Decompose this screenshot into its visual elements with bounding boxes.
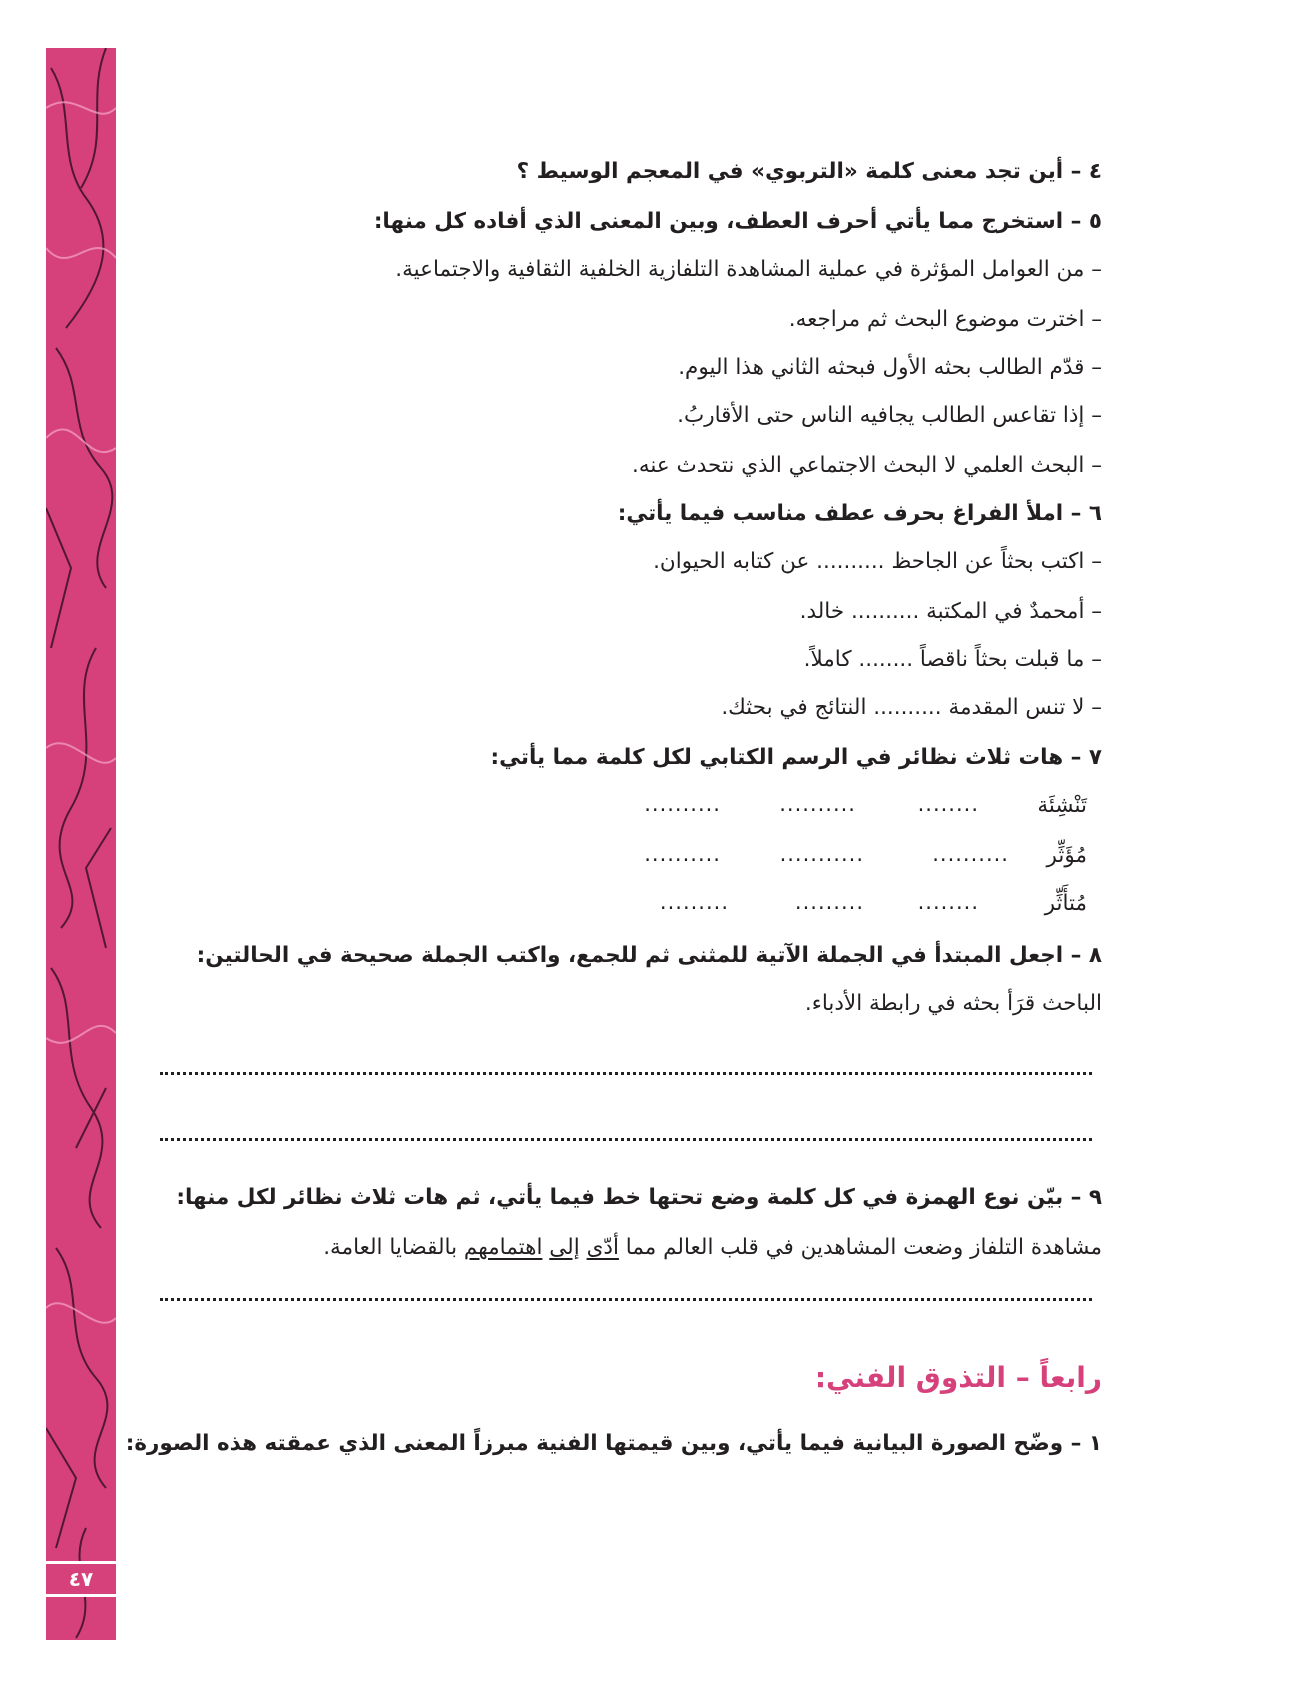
answer-line[interactable] — [160, 1072, 1092, 1075]
underlined-word: أدّى — [586, 1235, 619, 1260]
question-6-title: ٦ – املأ الفراغ بحرف عطف مناسب فيما يأتي: — [617, 501, 1102, 526]
q7-blank: .......... — [779, 792, 856, 816]
q8-sentence: الباحث قرَأ بحثه في رابطة الأدباء. — [804, 991, 1102, 1016]
question-5-title: ٥ – استخرج مما يأتي أحرف العطف، وبين المعنى الذي أفاده كل منها: — [373, 209, 1102, 234]
question-4: ٤ – أين تجد معنى كلمة «التربوي» في المعجم الوسيط ؟ — [516, 159, 1102, 184]
answer-line[interactable] — [160, 1138, 1092, 1141]
q7-blank: ........ — [917, 890, 979, 914]
q6-item: – أمحمدٌ في المكتبة .......... خالد. — [799, 599, 1102, 624]
question-8-title: ٨ – اجعل المبتدأ في الجملة الآتية للمثنى ثم للجمع، واكتب الجملة صحيحة في الحالتين: — [196, 943, 1102, 968]
q7-blank: .......... — [644, 842, 721, 866]
section-title: رابعاً – التذوق الفني: — [814, 1361, 1102, 1394]
q9-sentence — [323, 1232, 1102, 1264]
q5-item: – البحث العلمي لا البحث الاجتماعي الذي نتحدث عنه. — [632, 453, 1102, 478]
q5-item: – قدّم الطالب بحثه الأول فبحثه الثاني هذا اليوم. — [678, 355, 1102, 380]
q9-sentence-end: بالقضايا العامة. — [323, 1235, 458, 1260]
decorative-side-strip — [46, 48, 116, 1640]
q7-word: مُؤَثِّر — [1046, 843, 1087, 868]
strip-pattern — [46, 48, 116, 1640]
q7-blank: ........ — [917, 792, 979, 816]
q7-blank: .......... — [932, 842, 1009, 866]
q7-word: تَنْشِئَة — [1037, 793, 1087, 818]
q7-word: مُتأَثِّر — [1044, 891, 1087, 916]
q7-blank: .......... — [644, 792, 721, 816]
q6-item: – اكتب بحثاً عن الجاحظ .......... عن كتابه الحيوان. — [653, 549, 1102, 574]
q7-blank: ......... — [794, 890, 864, 914]
q9-sentence-start: مشاهدة التلفاز وضعت المشاهدين في قلب العالم مما — [625, 1235, 1102, 1260]
underlined-word: إلى — [549, 1235, 580, 1260]
q5-item: – اخترت موضوع البحث ثم مراجعه. — [788, 307, 1102, 332]
question-7-title: ٧ – هات ثلاث نظائر في الرسم الكتابي لكل كلمة مما يأتي: — [490, 745, 1102, 770]
answer-line[interactable] — [160, 1298, 1092, 1301]
q7-blank: ......... — [659, 890, 729, 914]
page-number: ٤٧ — [46, 1561, 116, 1597]
underlined-word: اهتمامهم — [463, 1235, 543, 1260]
q6-item: – ما قبلت بحثاً ناقصاً ........ كاملاً. — [803, 647, 1102, 672]
q5-item: – إذا تقاعس الطالب يجافيه الناس حتى الأقاربُ. — [677, 403, 1102, 428]
q6-item: – لا تنس المقدمة .......... النتائج في بحثك. — [721, 695, 1102, 720]
question-9-title: ٩ – بيّن نوع الهمزة في كل كلمة وضع تحتها خط فيما يأتي، ثم هات ثلاث نظائر لكل منها: — [176, 1185, 1102, 1210]
q7-blank: ........... — [779, 842, 864, 866]
q5-item: – من العوامل المؤثرة في عملية المشاهدة التلفازية الخلفية الثقافية والاجتماعية. — [395, 257, 1102, 282]
section4-question-1: ١ – وضّح الصورة البيانية فيما يأتي، وبين قيمتها الفنية مبرزاً المعنى الذي عمقته هذه الصورة: — [125, 1431, 1102, 1456]
